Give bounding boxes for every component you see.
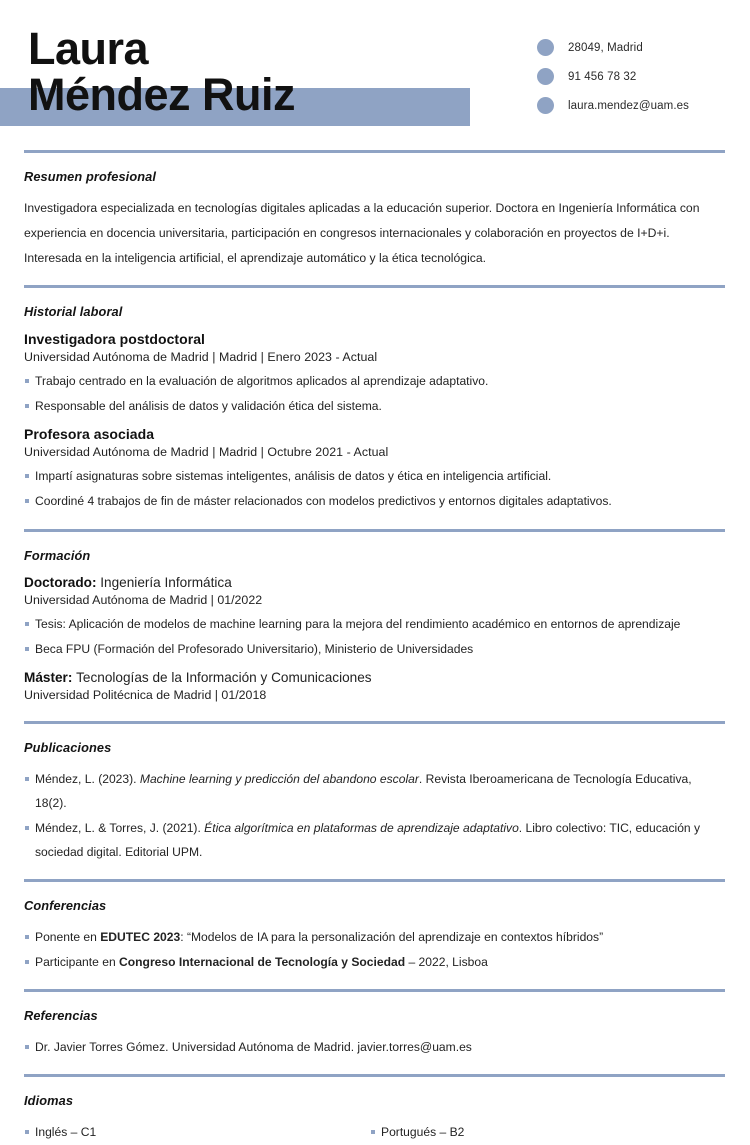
conference-prefix: Participante en [35,955,120,969]
section-divider [24,150,725,153]
publication-suffix: . Libro colectivo: TIC, educación y sociedad digital. Editorial UPM. [35,821,701,859]
education-degree-field: Tecnologías de la Información y Comunicaciones [76,670,372,685]
publications-list [24,767,725,864]
list-item [24,925,725,949]
list-item [24,950,725,974]
work-meta: Universidad Autónoma de Madrid | Madrid | Enero 2023 - Actual [24,350,378,364]
list-item: Coordiné 4 trabajos de fin de máster relacionados con modelos predictivos y entornos digitales adaptativos. [24,489,725,513]
resume-header [0,0,750,150]
list-item: Beca FPU (Formación del Profesorado Universitario), Ministerio de Universidades [24,637,725,661]
first-name: Laura [28,23,149,74]
languages-grid [24,1120,725,1145]
list-item: Inglés – C1 [24,1120,370,1144]
education-degree-field: Ingeniería Informática [100,575,232,590]
list-item: Impartí asignaturas sobre sistemas inteligentes, análisis de datos y ética en inteligencia artificial. [24,464,725,488]
list-item: Trabajo centrado en la evaluación de algoritmos aplicados al aprendizaje adaptativo. [24,369,725,393]
section-publications [0,740,750,879]
section-references [0,1008,750,1074]
contact-email-text[interactable]: laura.mendez@uam.es [568,99,689,112]
section-languages [0,1093,750,1145]
education-degree [24,575,725,590]
location-icon [537,39,554,56]
section-divider [24,529,725,532]
publication-title: Machine learning y predicción del abandono escolar [139,772,419,786]
languages-list-left [24,1120,370,1144]
contact-item-location [537,33,689,62]
section-title-conferences: Conferencias [24,898,107,913]
languages-list-right [370,1120,716,1144]
education-entry [24,670,725,702]
education-meta: Universidad Politécnica de Madrid | 01/2018 [24,688,267,702]
education-entry [24,575,725,661]
work-entry [24,331,725,418]
list-item [24,816,725,864]
education-degree-label: Máster: [24,670,73,685]
name-block [0,0,500,74]
section-title-publications: Publicaciones [24,740,112,755]
work-role: Profesora asociada [24,426,155,442]
publication-prefix: Méndez, L. & Torres, J. (2021). [35,821,205,835]
list-item: Tesis: Aplicación de modelos de machine learning para la mejora del rendimiento académico en entornos de aprendizaje [24,612,725,636]
section-summary [0,169,750,285]
section-divider [24,989,725,992]
conference-suffix: : “Modelos de IA para la personalización del aprendizaje en contextos híbridos” [180,930,604,944]
section-divider [24,1074,725,1077]
education-degree [24,670,725,685]
conferences-list [24,925,725,974]
section-work [0,304,750,529]
email-icon [537,97,554,114]
section-divider [24,879,725,882]
summary-text: Investigadora especializada en tecnologías digitales aplicadas a la educación superior. Doctora en Ingeniería Informática con experiencia en docencia universitaria, participación en congresos internacionales y colaboración en proyectos de I+D+i. Interesada en la inteligencia artificial, el aprendizaje automático y la ética tecnológica. [24,201,700,265]
conference-name: EDUTEC 2023 [100,930,181,944]
publication-title: Ética algorítmica en plataformas de aprendizaje adaptativo [204,821,519,835]
phone-icon [537,68,554,85]
references-list [24,1035,725,1059]
section-title-summary: Resumen profesional [24,169,157,184]
education-degree-label: Doctorado: [24,575,97,590]
contact-list [537,33,689,120]
list-item: Responsable del análisis de datos y validación ética del sistema. [24,394,725,418]
work-meta: Universidad Autónoma de Madrid | Madrid | Octubre 2021 - Actual [24,445,389,459]
section-education [0,548,750,721]
education-bullets [24,612,725,661]
section-title-work: Historial laboral [24,304,123,319]
publication-suffix: . Revista Iberoamericana de Tecnología Educativa, 18(2). [35,772,692,810]
contact-item-phone [537,62,689,91]
education-meta: Universidad Autónoma de Madrid | 01/2022 [24,593,263,607]
conference-suffix: – 2022, Lisboa [405,955,488,969]
list-item: Dr. Javier Torres Gómez. Universidad Autónoma de Madrid. javier.torres@uam.es [24,1035,725,1059]
contact-phone-text: 91 456 78 32 [568,70,637,83]
section-title-references: Referencias [24,1008,98,1023]
list-item [24,767,725,815]
languages-column-left [24,1120,370,1145]
last-name: Méndez Ruiz [28,69,296,120]
work-entry [24,426,725,513]
section-title-education: Formación [24,548,91,563]
work-role: Investigadora postdoctoral [24,331,205,347]
work-bullets [24,369,725,418]
conference-name: Congreso Internacional de Tecnología y Sociedad [119,955,406,969]
list-item: Portugués – B2 [370,1120,716,1144]
contact-location-text: 28049, Madrid [568,41,643,54]
publication-prefix: Méndez, L. (2023). [35,772,140,786]
work-bullets [24,464,725,513]
section-divider [24,721,725,724]
section-title-languages: Idiomas [24,1093,74,1108]
section-conferences [0,898,750,989]
languages-column-right [370,1120,716,1145]
section-divider [24,285,725,288]
conference-prefix: Ponente en [35,930,101,944]
contact-item-email[interactable] [537,91,689,120]
